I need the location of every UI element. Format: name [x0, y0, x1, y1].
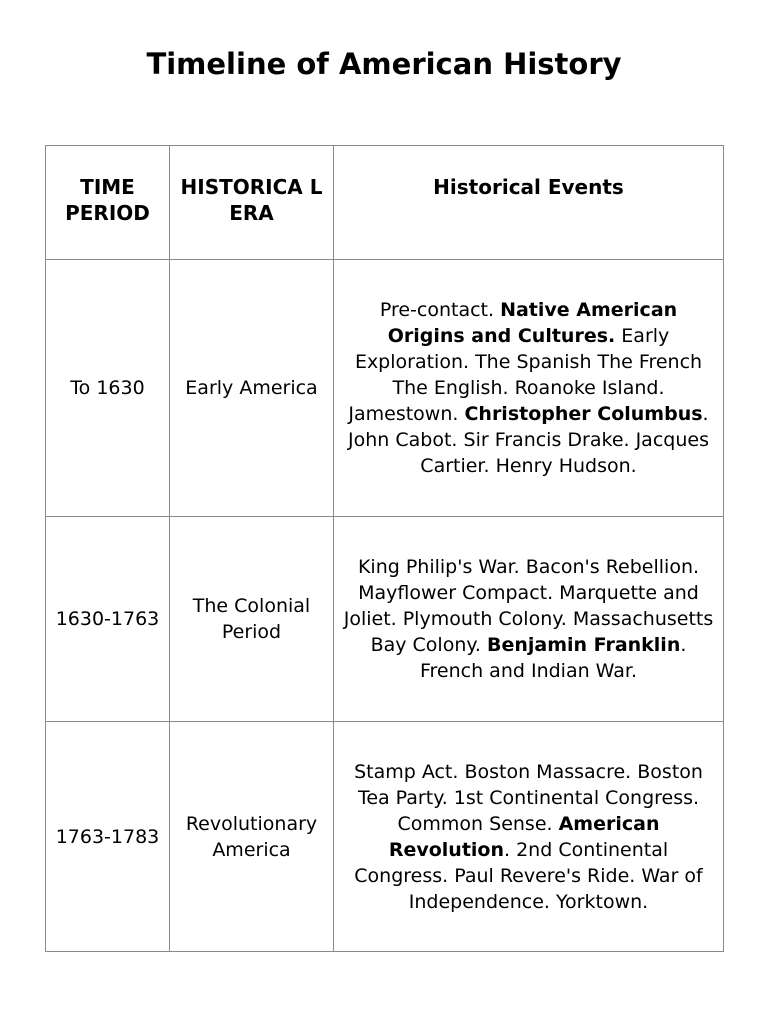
table-row — [46, 260, 724, 517]
events-segment-bold: Native American Origins and Cultures. — [387, 299, 678, 347]
events-segment: Stamp Act. Boston Massacre. Boston Tea Party. 1st Continental Congress. Common Sense. — [354, 760, 703, 835]
era-cell: The Colonial Period — [170, 517, 334, 722]
time-period-cell: To 1630 — [46, 260, 170, 517]
header-historical-era: HISTORICA L ERA — [170, 146, 334, 260]
table-row — [46, 517, 724, 722]
events-segment: . John Cabot. Sir Francis Drake. Jacques Cartier. Henry Hudson. — [348, 403, 709, 477]
header-time-period: TIME PERIOD — [46, 146, 170, 260]
timeline-table — [45, 145, 724, 952]
events-cell — [334, 260, 724, 517]
events-cell — [334, 722, 724, 952]
events-segment: . French and Indian War. — [419, 634, 687, 682]
era-cell: Revolutionary America — [170, 722, 334, 952]
events-segment: King Philip's War. Bacon's Rebellion. Mayflower Compact. Marquette and Joliet. Plymouth Colony. Massachusetts Bay Colony. — [343, 556, 714, 656]
time-period-cell: 1763-1783 — [46, 722, 170, 952]
events-segment-bold: Christopher Columbus — [464, 403, 703, 425]
era-cell: Early America — [170, 260, 334, 517]
events-segment: Early Exploration. The Spanish The French The English. Roanoke Island. Jamestown. — [348, 325, 703, 425]
events-segment: Pre-contact. — [379, 299, 501, 321]
page-title: Timeline of American History — [146, 47, 622, 81]
table-row — [46, 722, 724, 952]
events-segment-bold: American Revolution — [388, 812, 660, 861]
table-header-row — [46, 146, 724, 260]
events-segment: . 2nd Continental Congress. Paul Revere's Ride. War of Independence. Yorktown. — [354, 838, 703, 913]
events-segment-bold: Benjamin Franklin — [487, 634, 681, 656]
time-period-cell: 1630-1763 — [46, 517, 170, 722]
header-historical-events: Historical Events — [334, 146, 724, 260]
events-cell — [334, 517, 724, 722]
